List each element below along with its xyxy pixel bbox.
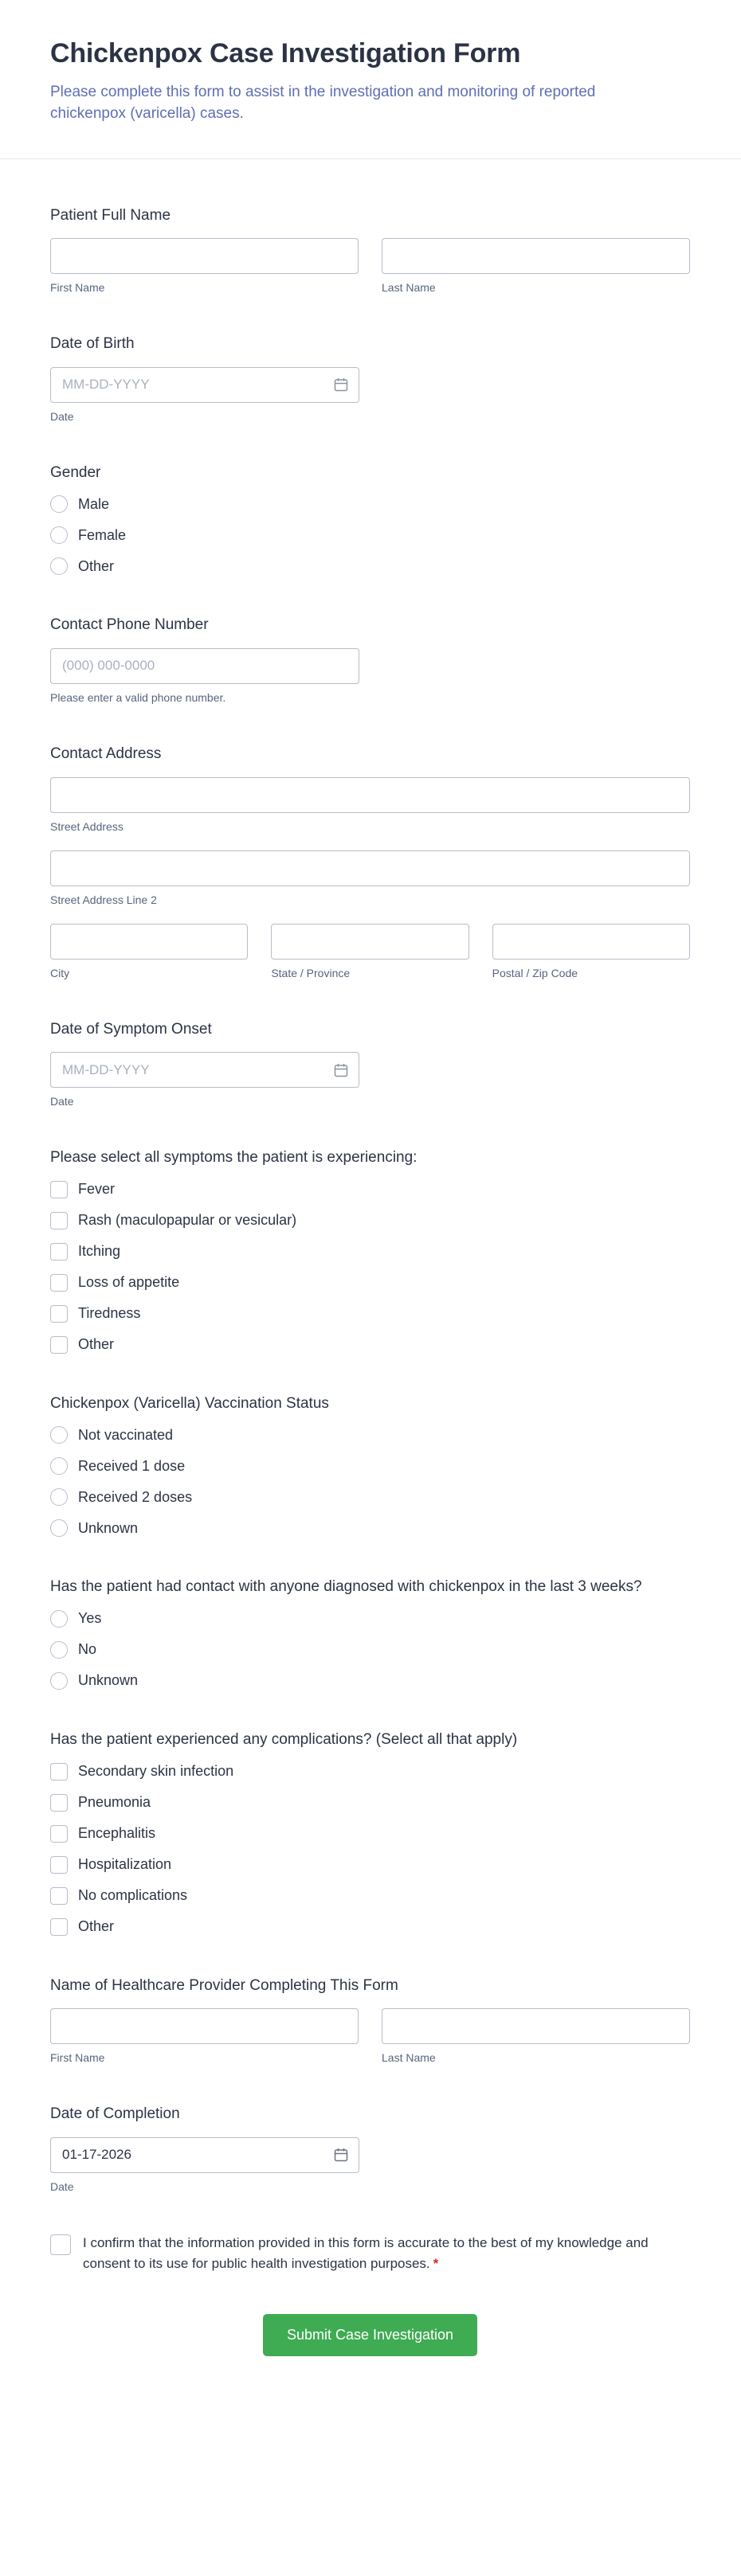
dob-date-wrap: [50, 367, 359, 403]
option-label[interactable]: Unknown: [78, 1672, 139, 1689]
consent-option[interactable]: [50, 2233, 690, 2275]
street-address2-input[interactable]: [50, 850, 690, 886]
question-symptom-onset: [50, 1019, 690, 1108]
city-input[interactable]: [50, 924, 248, 960]
option-label[interactable]: Itching: [78, 1242, 121, 1259]
checkbox-icon[interactable]: [50, 1794, 68, 1812]
zip-col: [492, 924, 690, 979]
checkbox-icon[interactable]: [50, 1274, 68, 1292]
question-consent: [50, 2233, 690, 2275]
question-completion-date: [50, 2104, 690, 2193]
calendar-icon[interactable]: [333, 1062, 349, 1078]
state-col: [271, 924, 469, 979]
radio-icon[interactable]: [50, 1457, 68, 1475]
provider-first-name-sublabel: First Name: [50, 2051, 105, 2065]
phone-input-wrap: [50, 648, 359, 684]
complication-option-encephalitis[interactable]: [50, 1825, 690, 1843]
question-label: Has the patient had contact with anyone diagnosed with chickenpox in the last 3 weeks?: [50, 1578, 642, 1596]
radio-icon[interactable]: [50, 557, 68, 575]
contact-option-no[interactable]: [50, 1641, 690, 1659]
option-label[interactable]: Hospitalization: [78, 1855, 172, 1872]
complication-option-hospitalization[interactable]: [50, 1856, 690, 1874]
zip-sublabel: Postal / Zip Code: [492, 966, 578, 979]
state-input[interactable]: [271, 924, 469, 960]
symptom-option-fever[interactable]: [50, 1181, 690, 1198]
last-name-col: [382, 238, 690, 294]
question-address: [50, 744, 690, 979]
form-body: [0, 159, 741, 2472]
option-label[interactable]: Rash (maculopapular or vesicular): [78, 1211, 297, 1228]
contact-exposure-options: [50, 1610, 690, 1690]
city-sublabel: City: [50, 966, 70, 979]
provider-last-name-col: [382, 2008, 690, 2064]
radio-icon[interactable]: [50, 1672, 68, 1690]
street-address2-sublabel: Street Address Line 2: [50, 893, 157, 906]
radio-icon[interactable]: [50, 1426, 68, 1444]
consent-text[interactable]: [83, 2233, 690, 2275]
checkbox-icon[interactable]: [50, 1305, 68, 1323]
question-date-of-birth: [50, 334, 690, 423]
question-patient-full-name: [50, 205, 690, 295]
provider-name-row: [50, 2008, 690, 2064]
symptom-option-rash[interactable]: [50, 1212, 690, 1229]
question-label: Name of Healthcare Provider Completing This Form: [50, 1976, 398, 1994]
contact-option-yes[interactable]: [50, 1610, 690, 1628]
question-label: Gender: [50, 463, 101, 481]
provider-last-name-input[interactable]: [382, 2008, 690, 2044]
question-contact-exposure: [50, 1577, 690, 1690]
city-state-zip-row: [50, 924, 690, 979]
option-label[interactable]: No complications: [78, 1886, 188, 1903]
calendar-icon[interactable]: [333, 2147, 349, 2163]
option-label[interactable]: Other: [78, 1917, 115, 1934]
complication-option-other[interactable]: [50, 1918, 690, 1936]
vaccination-option-unknown[interactable]: [50, 1519, 690, 1537]
consent-statement: I confirm that the information provided in this form is accurate to the best of my knowledge and consent to its use for public health investigation purposes.: [83, 2234, 649, 2272]
provider-first-name-input[interactable]: [50, 2008, 359, 2044]
option-label[interactable]: Male: [78, 495, 110, 512]
symptom-option-other[interactable]: [50, 1336, 690, 1354]
question-gender: [50, 463, 690, 576]
question-label: Chickenpox (Varicella) Vaccination Status: [50, 1394, 329, 1412]
question-complications: [50, 1730, 690, 1936]
zip-input[interactable]: [492, 924, 690, 960]
checkbox-icon[interactable]: [50, 1243, 68, 1261]
provider-first-name-col: [50, 2008, 359, 2064]
question-label: Please select all symptoms the patient is experiencing:: [50, 1149, 418, 1167]
question-label: Date of Completion: [50, 2105, 180, 2123]
gender-option-other[interactable]: [50, 557, 690, 575]
required-asterisk: *: [433, 2256, 439, 2272]
checkbox-icon[interactable]: [50, 1918, 68, 1936]
option-label[interactable]: Other: [78, 557, 115, 574]
gender-option-male[interactable]: [50, 495, 690, 513]
first-name-col: [50, 238, 359, 294]
gender-option-female[interactable]: [50, 526, 690, 544]
last-name-sublabel: Last Name: [382, 281, 436, 295]
checkbox-icon[interactable]: [50, 1856, 68, 1874]
completion-date-sublabel: Date: [50, 2179, 74, 2193]
complications-options: [50, 1763, 690, 1936]
symptom-option-tiredness[interactable]: [50, 1305, 690, 1323]
radio-icon[interactable]: [50, 1610, 68, 1628]
phone-sublabel: Please enter a valid phone number.: [50, 690, 226, 704]
checkbox-icon[interactable]: [50, 1825, 68, 1843]
state-sublabel: State / Province: [271, 966, 351, 979]
question-vaccination-status: [50, 1394, 690, 1538]
option-label[interactable]: Encephalitis: [78, 1824, 156, 1841]
street-address2-field: [50, 850, 690, 906]
checkbox-icon[interactable]: [50, 1212, 68, 1229]
street-address-sublabel: Street Address: [50, 819, 124, 833]
consent-checkbox-icon[interactable]: [50, 2234, 71, 2255]
question-label: Has the patient experienced any complications? (Select all that apply): [50, 1730, 518, 1748]
option-label[interactable]: Not vaccinated: [78, 1426, 174, 1443]
radio-icon[interactable]: [50, 495, 68, 513]
completion-date-input[interactable]: [50, 2137, 359, 2173]
address-block: [50, 777, 690, 979]
vaccination-options: [50, 1426, 690, 1537]
gender-options: [50, 495, 690, 575]
checkbox-icon[interactable]: [50, 1336, 68, 1354]
calendar-icon[interactable]: [333, 377, 349, 393]
radio-icon[interactable]: [50, 526, 68, 544]
question-phone: [50, 615, 690, 704]
phone-input[interactable]: [50, 648, 359, 684]
symptom-option-itching[interactable]: [50, 1243, 690, 1261]
option-label[interactable]: Fever: [78, 1180, 116, 1197]
onset-date-wrap: [50, 1052, 359, 1088]
radio-icon[interactable]: [50, 1488, 68, 1506]
name-inputs-row: [50, 238, 690, 294]
checkbox-icon[interactable]: [50, 1887, 68, 1905]
complication-option-no-complications[interactable]: [50, 1887, 690, 1905]
checkbox-icon[interactable]: [50, 1763, 68, 1781]
submit-row: [50, 2314, 690, 2472]
street-address-field: [50, 777, 690, 833]
question-provider-name: [50, 1976, 690, 2065]
patient-first-name-input[interactable]: [50, 238, 359, 274]
option-label[interactable]: Unknown: [78, 1519, 139, 1536]
vaccination-option-not-vaccinated[interactable]: [50, 1426, 690, 1444]
vaccination-option-1-dose[interactable]: [50, 1457, 690, 1475]
option-label[interactable]: Received 2 doses: [78, 1488, 193, 1505]
patient-last-name-input[interactable]: [382, 238, 690, 274]
option-label[interactable]: Secondary skin infection: [78, 1762, 234, 1779]
question-label: Date of Symptom Onset: [50, 1020, 212, 1038]
radio-icon[interactable]: [50, 1519, 68, 1537]
city-col: [50, 924, 248, 979]
option-label[interactable]: Loss of appetite: [78, 1273, 180, 1290]
symptom-option-loss-of-appetite[interactable]: [50, 1274, 690, 1292]
form-header: [0, 0, 741, 125]
provider-last-name-sublabel: Last Name: [382, 2051, 436, 2065]
complication-option-secondary-skin-infection[interactable]: [50, 1763, 690, 1781]
submit-button[interactable]: Submit Case Investigation: [263, 2314, 477, 2356]
question-label: Date of Birth: [50, 335, 135, 353]
option-label[interactable]: Yes: [78, 1610, 102, 1627]
complication-option-pneumonia[interactable]: [50, 1794, 690, 1812]
option-label[interactable]: Other: [78, 1335, 115, 1352]
checkbox-icon[interactable]: [50, 1181, 68, 1198]
radio-icon[interactable]: [50, 1641, 68, 1659]
onset-sublabel: Date: [50, 1095, 74, 1108]
question-label: Patient Full Name: [50, 206, 171, 224]
option-label[interactable]: Tiredness: [78, 1304, 141, 1321]
contact-option-unknown[interactable]: [50, 1672, 690, 1690]
symptoms-options: [50, 1181, 690, 1354]
completion-date-wrap: [50, 2137, 359, 2173]
first-name-sublabel: First Name: [50, 281, 105, 295]
option-label[interactable]: Pneumonia: [78, 1793, 151, 1810]
symptom-onset-input[interactable]: [50, 1052, 359, 1088]
question-symptoms: [50, 1147, 690, 1354]
dob-input[interactable]: [50, 367, 359, 403]
option-label[interactable]: Female: [78, 526, 127, 543]
page-title: Chickenpox Case Investigation Form: [50, 38, 521, 68]
question-label: Contact Address: [50, 745, 162, 762]
vaccination-option-2-doses[interactable]: [50, 1488, 690, 1506]
street-address-input[interactable]: [50, 777, 690, 813]
option-label[interactable]: Received 1 dose: [78, 1457, 186, 1474]
question-label: Contact Phone Number: [50, 616, 209, 634]
option-label[interactable]: No: [78, 1641, 97, 1658]
dob-sublabel: Date: [50, 409, 74, 423]
form-subtitle: Please complete this form to assist in the investigation and monitoring of reported chickenpox (varicella) cases.: [50, 83, 596, 123]
